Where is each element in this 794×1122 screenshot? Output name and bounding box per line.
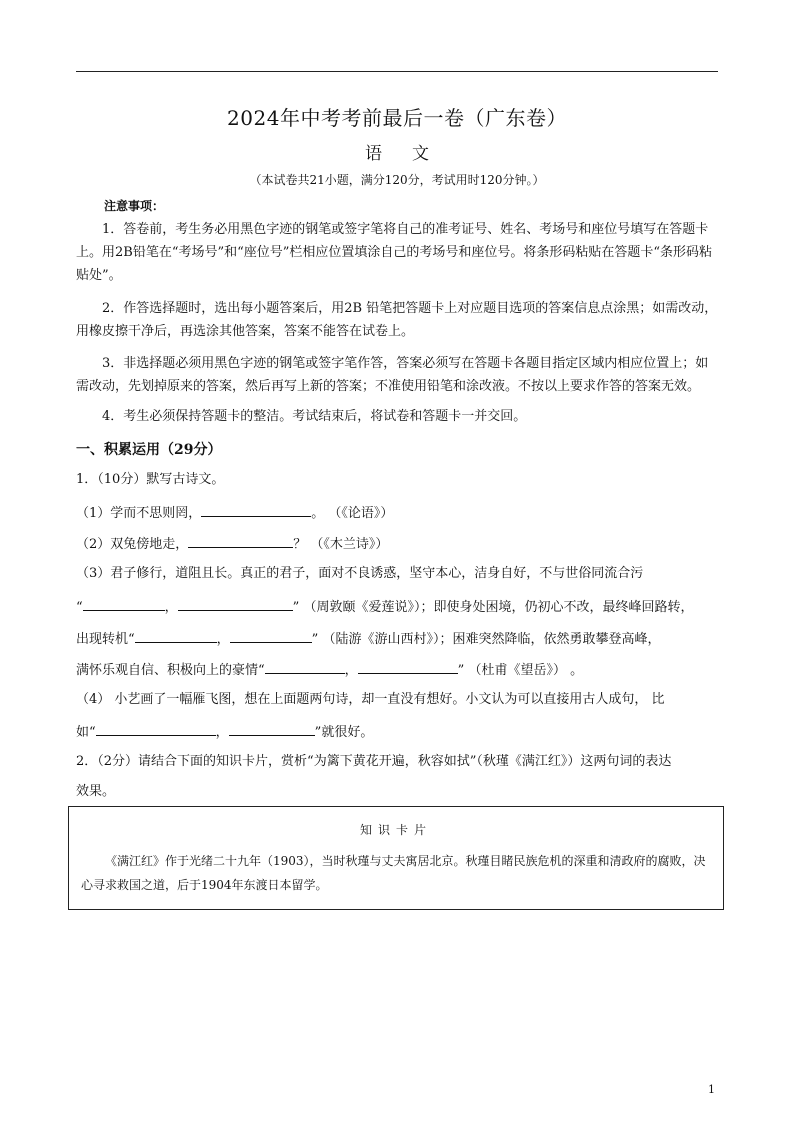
answer-blank <box>96 721 216 736</box>
answer-blank <box>188 533 293 548</box>
q1-part1 <box>76 502 720 524</box>
notice-item-4: 4．考生必须保持答题卡的整洁。考试结束后，将试卷和答题卡一并交回。 <box>102 409 527 424</box>
notice-title: 注意事项： <box>104 199 165 213</box>
q1-part3-line2-text: ” （周敦颐《爱莲说》）；即使身处困境，仍初心不改，最终峰回路转， <box>292 600 694 615</box>
answer-blank <box>178 596 293 611</box>
q1-part3-line4-prefix: 满怀乐观自信、积极向上的豪情“ <box>76 663 265 678</box>
comma: ， <box>215 725 229 740</box>
q2-line2: 效果。 <box>76 784 116 799</box>
notice-item-2: 2．作答选择题时，选出每小题答案后，用2B 铅笔把答题卡上对应题目选项的答案信息点涂黑；如需改动，用橡皮擦干净后，再选涂其他答案，答案不能答在试卷上。 <box>76 301 718 339</box>
knowledge-card <box>68 806 724 910</box>
answer-blank <box>230 628 312 643</box>
answer-blank <box>201 502 311 517</box>
q1-stem: 1．（10分）默写古诗文。 <box>76 472 225 487</box>
q1-part4-line2-text: ”就很好。 <box>314 725 374 740</box>
q1-part1-text: （1）学而不思则罔， <box>76 506 202 521</box>
q1-part3-line3 <box>76 628 720 650</box>
answer-blank <box>229 721 315 736</box>
q1-part4-line2-prefix: 如“ <box>76 725 96 740</box>
top-rule <box>76 71 718 72</box>
section-heading: 一、积累运用（29分） <box>76 442 222 458</box>
knowledge-card-body: 《满江红》作于光绪二十九年（1903），当时秋瑾与丈夫寓居北京。秋瑾目睹民族危机的深重和清政府的腐败，决心寻求救国之道，后于1904年东渡日本留学。 <box>81 854 706 892</box>
q1-part4-line2 <box>76 721 720 743</box>
q1-part3-line4-text: ” （杜甫《望岳》） 。 <box>457 663 584 678</box>
q1-part3-line3-prefix: 出现转机“ <box>76 632 135 647</box>
exam-title: 2024年中考考前最后一卷（广东卷） <box>227 106 567 130</box>
q1-part2-text: （2）双兔傍地走， <box>76 537 189 552</box>
subject-title: 语文 <box>365 144 459 164</box>
q2-line1: 2．（2分）请结合下面的知识卡片，赏析“为篱下黄花开遍，秋容如拭”（秋瑾《满江红》）这两句词的表达 <box>76 754 672 769</box>
q1-part3-line2 <box>76 596 720 618</box>
q1-part3-line4 <box>76 659 720 681</box>
q1-part1-source: 。 （《论语》） <box>311 506 394 521</box>
page-number: 1 <box>708 1083 715 1096</box>
comma: ， <box>216 632 230 647</box>
comma: ， <box>164 600 178 615</box>
answer-blank <box>135 628 217 643</box>
q1-part3-line1: （3）君子修行，道阻且长。真正的君子，面对不良诱惑，坚守本心，洁身自好，不与世俗同流合污 <box>76 566 644 581</box>
quote-open: “ <box>76 600 83 615</box>
comma: ， <box>344 663 358 678</box>
notice-item-3: 3．非选择题必须用黑色字迹的钢笔或签字笔作答，答案必须写在答题卡各题目指定区域内相应位置上；如需改动，先划掉原来的答案，然后再写上新的答案；不准使用铅笔和涂改液。不按以上要求作答的答案无效。 <box>76 356 709 394</box>
answer-blank <box>265 659 345 674</box>
answer-blank <box>83 596 165 611</box>
q1-part3-line3-text: ” （陆游《游山西村》）；困难突然降临，依然勇敢攀登高峰， <box>311 632 661 647</box>
exam-info: （本试卷共21小题，满分120分，考试用时120分钟。） <box>249 173 545 187</box>
answer-blank <box>358 659 458 674</box>
q1-part4-line1: （4） 小艺画了一幅雁飞图，想在上面题两句诗，却一直没有想好。小文认为可以直接用古人成句， 比 <box>76 692 665 707</box>
notice-item-1: 1．答卷前，考生务必用黑色字迹的钢笔或签字笔将自己的准考证号、姓名、考场号和座位号填写在答题卡上。用2B铅笔在“考场号”和“座位号”栏相应位置填涂自己的考场号和座位号。将条形码粘贴在答题卡“条形码粘贴处”。 <box>76 222 713 283</box>
q1-part2 <box>76 533 720 555</box>
knowledge-card-title: 知识卡片 <box>359 823 432 837</box>
q1-part2-source: ？ （《木兰诗》） <box>293 537 389 552</box>
